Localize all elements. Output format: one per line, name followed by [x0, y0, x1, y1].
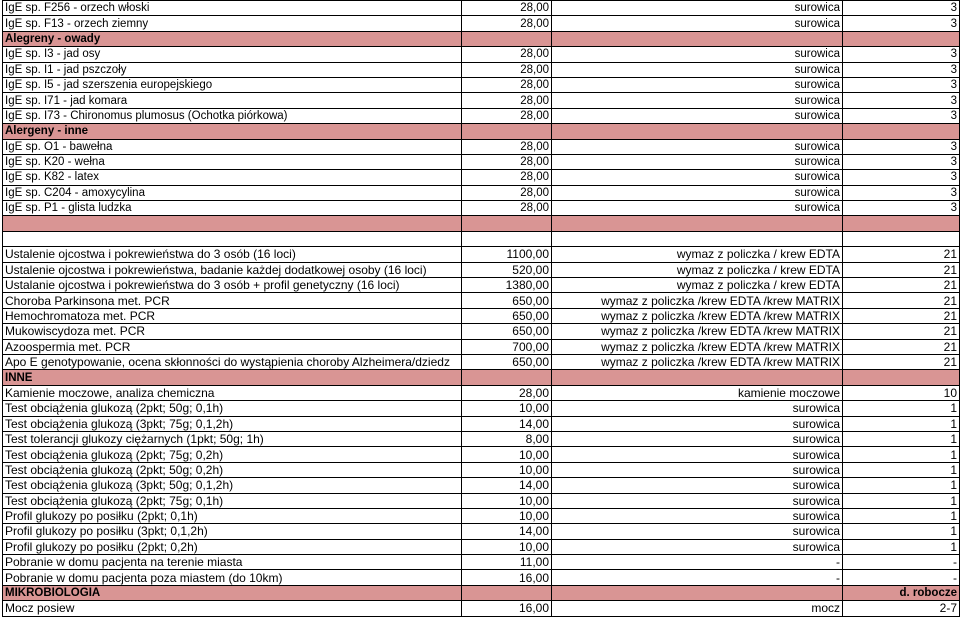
price-cell: 28,00 [462, 1, 552, 16]
price-cell: 28,00 [462, 16, 552, 31]
turnaround-cell: 10 [843, 385, 960, 400]
test-name-cell: Mukowiscydoza met. PCR [3, 324, 462, 339]
material-cell: surowica [552, 108, 843, 123]
price-cell: 28,00 [462, 62, 552, 77]
table-row [3, 447, 960, 462]
section-header-row [3, 31, 960, 46]
price-cell [462, 370, 552, 385]
turnaround-cell: 21 [843, 262, 960, 277]
test-name-cell: Azoospermia met. PCR [3, 339, 462, 354]
test-name-cell: Mocz posiew [3, 601, 462, 616]
test-name-cell: Test obciążenia glukozą (2pkt; 50g; 0,2h) [3, 462, 462, 477]
price-cell: 10,00 [462, 508, 552, 523]
price-cell: 650,00 [462, 324, 552, 339]
material-cell: surowica [552, 524, 843, 539]
table-row [3, 555, 960, 570]
price-cell: 10,00 [462, 493, 552, 508]
test-name-cell: Pobranie w domu pacjenta na terenie miasta [3, 555, 462, 570]
turnaround-cell: 3 [843, 139, 960, 154]
test-name-cell: Profil glukozy po posiłku (3pkt; 0,1,2h) [3, 524, 462, 539]
table-row [3, 401, 960, 416]
test-name-cell: Ustalenie ojcostwa i pokrewieństwa, badanie każdej dodatkowej osoby (16 loci) [3, 262, 462, 277]
test-name-cell: Pobranie w domu pacjenta poza miastem (do 10km) [3, 570, 462, 585]
material-cell: - [552, 570, 843, 585]
material-cell: surowica [552, 431, 843, 446]
material-cell: surowica [552, 47, 843, 62]
test-name-cell: IgE sp. F13 - orzech ziemny [3, 16, 462, 31]
material-cell: surowica [552, 139, 843, 154]
turnaround-cell: 2-7 [843, 601, 960, 616]
material-cell [552, 585, 843, 600]
turnaround-cell [843, 31, 960, 46]
table-row [3, 201, 960, 216]
price-cell: 650,00 [462, 354, 552, 369]
test-name-cell: Hemochromatoza met. PCR [3, 308, 462, 323]
table-row [3, 139, 960, 154]
price-cell: 16,00 [462, 570, 552, 585]
table-row [3, 493, 960, 508]
table-row [3, 1, 960, 16]
turnaround-cell: 3 [843, 108, 960, 123]
material-cell: surowica [552, 16, 843, 31]
price-cell [462, 124, 552, 139]
material-cell: wymaz z policzka /krew EDTA /krew MATRIX [552, 324, 843, 339]
table-row [3, 262, 960, 277]
table-row [3, 339, 960, 354]
turnaround-cell: 21 [843, 354, 960, 369]
material-cell: surowica [552, 539, 843, 554]
table-row [3, 354, 960, 369]
test-name-cell: IgE sp. I73 - Chironomus plumosus (Ochotka piórkowa) [3, 108, 462, 123]
test-name-cell: Ustalenie ojcostwa i pokrewieństwa do 3 osób (16 loci) [3, 247, 462, 262]
turnaround-cell: 1 [843, 539, 960, 554]
turnaround-cell: 21 [843, 247, 960, 262]
material-cell: kamienie moczowe [552, 385, 843, 400]
test-name-cell: IgE sp. P1 - glista ludzka [3, 201, 462, 216]
material-cell: surowica [552, 170, 843, 185]
price-cell: 28,00 [462, 170, 552, 185]
material-cell: - [552, 555, 843, 570]
price-cell [462, 31, 552, 46]
test-name-cell: IgE sp. K82 - latex [3, 170, 462, 185]
price-cell: 14,00 [462, 524, 552, 539]
test-name-cell: IgE sp. K20 - wełna [3, 154, 462, 169]
test-name-cell: MIKROBIOLOGIA [3, 585, 462, 600]
turnaround-cell: 1 [843, 478, 960, 493]
test-name-cell: Test obciążenia glukozą (3pkt; 50g; 0,1,2h) [3, 478, 462, 493]
turnaround-cell: 1 [843, 524, 960, 539]
turnaround-cell: 3 [843, 170, 960, 185]
material-cell: surowica [552, 154, 843, 169]
material-cell: surowica [552, 508, 843, 523]
price-cell [462, 216, 552, 231]
price-cell: 28,00 [462, 77, 552, 92]
material-cell: surowica [552, 1, 843, 16]
material-cell: surowica [552, 62, 843, 77]
price-cell: 28,00 [462, 154, 552, 169]
turnaround-cell: 1 [843, 431, 960, 446]
test-name-cell: IgE sp. I1 - jad pszczoły [3, 62, 462, 77]
table-row [3, 431, 960, 446]
table-row [3, 539, 960, 554]
price-list-body [3, 1, 960, 617]
test-name-cell: Alergeny - inne [3, 124, 462, 139]
test-name-cell: IgE sp. C204 - amoxycylina [3, 185, 462, 200]
price-cell: 8,00 [462, 431, 552, 446]
price-cell [462, 231, 552, 246]
price-cell: 520,00 [462, 262, 552, 277]
test-name-cell: INNE [3, 370, 462, 385]
test-name-cell: Choroba Parkinsona met. PCR [3, 293, 462, 308]
table-row [3, 170, 960, 185]
price-cell: 28,00 [462, 47, 552, 62]
price-cell: 10,00 [462, 401, 552, 416]
test-name-cell: Alegreny - owady [3, 31, 462, 46]
price-cell: 28,00 [462, 108, 552, 123]
test-name-cell: IgE sp. I3 - jad osy [3, 47, 462, 62]
turnaround-cell [843, 216, 960, 231]
turnaround-cell: 21 [843, 278, 960, 293]
table-row [3, 324, 960, 339]
material-cell [552, 370, 843, 385]
table-row [3, 77, 960, 92]
price-cell: 28,00 [462, 139, 552, 154]
test-name-cell: Test obciążenia glukozą (2pkt; 75g; 0,2h) [3, 447, 462, 462]
turnaround-cell: 1 [843, 447, 960, 462]
table-row [3, 308, 960, 323]
material-cell: surowica [552, 201, 843, 216]
section-header-row [3, 585, 960, 600]
test-name-cell: Test obciążenia glukozą (2pkt; 50g; 0,1h) [3, 401, 462, 416]
table-row [3, 508, 960, 523]
price-cell: 16,00 [462, 601, 552, 616]
material-cell: wymaz z policzka / krew EDTA [552, 262, 843, 277]
test-name-cell: Test tolerancji glukozy ciężarnych (1pkt; 50g; 1h) [3, 431, 462, 446]
turnaround-cell: 1 [843, 401, 960, 416]
price-cell: 28,00 [462, 93, 552, 108]
table-row [3, 416, 960, 431]
turnaround-cell: 1 [843, 493, 960, 508]
turnaround-cell: 21 [843, 324, 960, 339]
test-name-cell: Test obciążenia glukozą (3pkt; 75g; 0,1,2h) [3, 416, 462, 431]
price-cell: 1100,00 [462, 247, 552, 262]
section-header-row [3, 216, 960, 231]
price-cell: 10,00 [462, 462, 552, 477]
turnaround-cell: 1 [843, 508, 960, 523]
turnaround-cell: 3 [843, 185, 960, 200]
material-cell: wymaz z policzka /krew EDTA /krew MATRIX [552, 339, 843, 354]
test-name-cell: Profil glukozy po posiłku (2pkt; 0,2h) [3, 539, 462, 554]
table-row [3, 478, 960, 493]
turnaround-cell: 21 [843, 293, 960, 308]
price-cell: 1380,00 [462, 278, 552, 293]
material-cell: surowica [552, 185, 843, 200]
turnaround-cell: 3 [843, 154, 960, 169]
test-name-cell: Test obciążenia glukozą (2pkt; 75g; 0,1h) [3, 493, 462, 508]
material-cell [552, 231, 843, 246]
turnaround-cell: - [843, 555, 960, 570]
test-name-cell: Apo E genotypowanie, ocena skłonności do wystąpienia choroby Alzheimera/dziedz [3, 354, 462, 369]
table-row [3, 47, 960, 62]
section-header-row [3, 124, 960, 139]
turnaround-cell: 3 [843, 77, 960, 92]
turnaround-cell: 1 [843, 416, 960, 431]
turnaround-cell: 3 [843, 16, 960, 31]
test-name-cell: IgE sp. O1 - bawełna [3, 139, 462, 154]
table-row [3, 154, 960, 169]
turnaround-cell: 3 [843, 47, 960, 62]
material-cell: surowica [552, 401, 843, 416]
turnaround-cell: 3 [843, 93, 960, 108]
turnaround-cell [843, 124, 960, 139]
table-row [3, 293, 960, 308]
price-cell: 28,00 [462, 201, 552, 216]
price-cell: 28,00 [462, 385, 552, 400]
turnaround-cell: 3 [843, 1, 960, 16]
table-row [3, 601, 960, 616]
table-row [3, 93, 960, 108]
table-row [3, 231, 960, 246]
material-cell: wymaz z policzka / krew EDTA [552, 278, 843, 293]
turnaround-cell: - [843, 570, 960, 585]
table-row [3, 62, 960, 77]
material-cell: surowica [552, 416, 843, 431]
material-cell: surowica [552, 447, 843, 462]
table-row [3, 108, 960, 123]
turnaround-cell [843, 231, 960, 246]
material-cell: mocz [552, 601, 843, 616]
turnaround-cell: d. robocze [843, 585, 960, 600]
material-cell: surowica [552, 478, 843, 493]
test-name-cell: IgE sp. I5 - jad szerszenia europejskiego [3, 77, 462, 92]
table-row [3, 570, 960, 585]
turnaround-cell [843, 370, 960, 385]
price-cell: 650,00 [462, 308, 552, 323]
table-row [3, 16, 960, 31]
turnaround-cell: 1 [843, 462, 960, 477]
test-name-cell [3, 216, 462, 231]
turnaround-cell: 3 [843, 62, 960, 77]
material-cell [552, 31, 843, 46]
test-name-cell: Kamienie moczowe, analiza chemiczna [3, 385, 462, 400]
material-cell: surowica [552, 93, 843, 108]
price-cell: 700,00 [462, 339, 552, 354]
table-row [3, 247, 960, 262]
material-cell: surowica [552, 77, 843, 92]
price-cell [462, 585, 552, 600]
price-cell: 14,00 [462, 416, 552, 431]
material-cell: wymaz z policzka /krew EDTA /krew MATRIX [552, 293, 843, 308]
test-name-cell: Profil glukozy po posiłku (2pkt; 0,1h) [3, 508, 462, 523]
material-cell: wymaz z policzka / krew EDTA [552, 247, 843, 262]
test-name-cell: Ustalanie ojcostwa i pokrewieństwa do 3 osób + profil genetyczny (16 loci) [3, 278, 462, 293]
turnaround-cell: 21 [843, 308, 960, 323]
table-row [3, 278, 960, 293]
turnaround-cell: 21 [843, 339, 960, 354]
table-row [3, 185, 960, 200]
test-name-cell: IgE sp. F256 - orzech włoski [3, 1, 462, 16]
price-cell: 10,00 [462, 447, 552, 462]
test-name-cell [3, 231, 462, 246]
material-cell: surowica [552, 462, 843, 477]
material-cell: wymaz z policzka /krew EDTA /krew MATRIX [552, 354, 843, 369]
turnaround-cell: 3 [843, 201, 960, 216]
price-cell: 10,00 [462, 539, 552, 554]
material-cell: wymaz z policzka /krew EDTA /krew MATRIX [552, 308, 843, 323]
table-row [3, 524, 960, 539]
table-row [3, 462, 960, 477]
material-cell: surowica [552, 493, 843, 508]
table-row [3, 385, 960, 400]
price-cell: 28,00 [462, 185, 552, 200]
price-cell: 11,00 [462, 555, 552, 570]
material-cell [552, 124, 843, 139]
test-name-cell: IgE sp. I71 - jad komara [3, 93, 462, 108]
price-cell: 14,00 [462, 478, 552, 493]
price-list-table [2, 0, 960, 617]
section-header-row [3, 370, 960, 385]
price-cell: 650,00 [462, 293, 552, 308]
material-cell [552, 216, 843, 231]
